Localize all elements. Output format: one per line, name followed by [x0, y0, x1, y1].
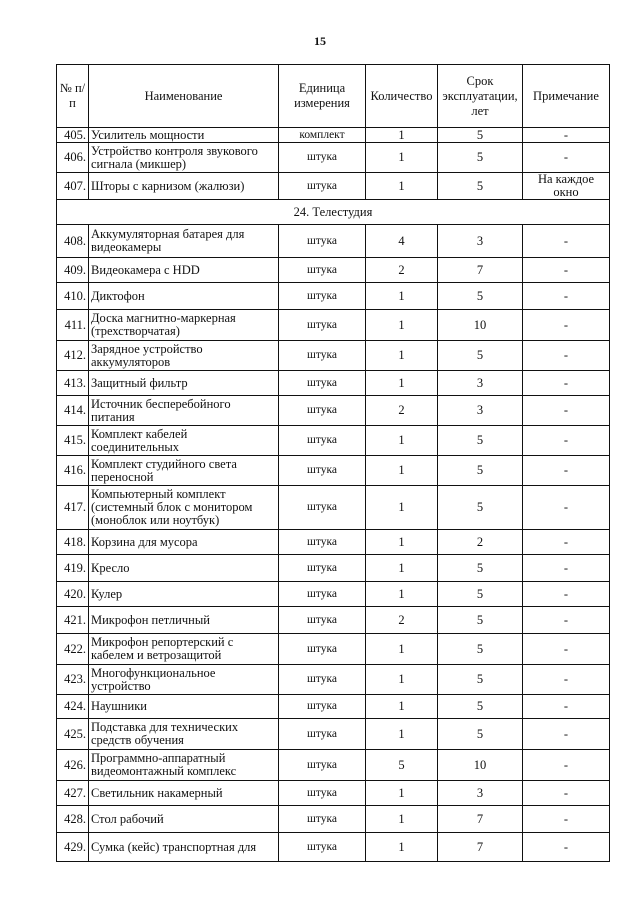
item-name: Усилитель мощности — [89, 128, 279, 143]
service-life-cell: 3 — [438, 396, 523, 426]
row-number: 421. — [57, 607, 89, 634]
table-row — [57, 173, 610, 200]
note-cell: - — [523, 310, 610, 341]
item-name: Зарядное устройство аккумуляторов — [89, 341, 279, 371]
item-name: Комплект кабелей соединительных — [89, 426, 279, 456]
note-cell: На каждое окно — [523, 173, 610, 200]
quantity-cell: 1 — [366, 426, 438, 456]
item-name: Подставка для технических средств обучения — [89, 719, 279, 750]
service-life-cell: 5 — [438, 143, 523, 173]
unit-cell: штука — [279, 341, 366, 371]
table-row — [57, 283, 610, 310]
row-number: 407. — [57, 173, 89, 200]
table-row — [57, 128, 610, 143]
service-life-cell: 5 — [438, 128, 523, 143]
note-cell: - — [523, 530, 610, 555]
item-name: Комплект студийного света переносной — [89, 456, 279, 486]
quantity-cell: 1 — [366, 283, 438, 310]
service-life-cell: 5 — [438, 607, 523, 634]
unit-cell: штука — [279, 582, 366, 607]
item-name: Защитный фильтр — [89, 371, 279, 396]
service-life-cell: 3 — [438, 781, 523, 806]
row-number: 425. — [57, 719, 89, 750]
service-life-cell: 7 — [438, 258, 523, 283]
service-life-cell: 5 — [438, 695, 523, 719]
table-row — [57, 665, 610, 695]
service-life-cell: 5 — [438, 719, 523, 750]
row-number: 410. — [57, 283, 89, 310]
note-cell: - — [523, 128, 610, 143]
service-life-cell: 5 — [438, 283, 523, 310]
service-life-cell: 5 — [438, 426, 523, 456]
unit-cell: штука — [279, 607, 366, 634]
table-row — [57, 225, 610, 258]
row-number: 420. — [57, 582, 89, 607]
row-number: 428. — [57, 806, 89, 833]
row-number: 415. — [57, 426, 89, 456]
header-num: № п/п — [57, 65, 89, 128]
item-name: Микрофон репортерский с кабелем и ветрозащитой — [89, 634, 279, 665]
note-cell: - — [523, 283, 610, 310]
quantity-cell: 2 — [366, 607, 438, 634]
quantity-cell: 1 — [366, 665, 438, 695]
row-number: 413. — [57, 371, 89, 396]
table-row — [57, 719, 610, 750]
quantity-cell: 1 — [366, 719, 438, 750]
service-life-cell: 3 — [438, 371, 523, 396]
unit-cell: штука — [279, 371, 366, 396]
table-row — [57, 806, 610, 833]
item-name: Видеокамера с HDD — [89, 258, 279, 283]
quantity-cell: 1 — [366, 456, 438, 486]
quantity-cell: 1 — [366, 695, 438, 719]
service-life-cell: 3 — [438, 225, 523, 258]
unit-cell: штука — [279, 456, 366, 486]
unit-cell: штука — [279, 225, 366, 258]
unit-cell: штука — [279, 486, 366, 530]
item-name: Корзина для мусора — [89, 530, 279, 555]
row-number: 426. — [57, 750, 89, 781]
service-life-cell: 7 — [438, 833, 523, 862]
section-title: 24. Телестудия — [57, 200, 610, 225]
unit-cell: штука — [279, 750, 366, 781]
table-row — [57, 456, 610, 486]
service-life-cell: 5 — [438, 665, 523, 695]
service-life-cell: 10 — [438, 750, 523, 781]
table-row — [57, 607, 610, 634]
item-name: Шторы с карнизом (жалюзи) — [89, 173, 279, 200]
table-row — [57, 486, 610, 530]
quantity-cell: 4 — [366, 225, 438, 258]
unit-cell: штука — [279, 143, 366, 173]
unit-cell: штука — [279, 258, 366, 283]
item-name: Светильник накамерный — [89, 781, 279, 806]
quantity-cell: 1 — [366, 555, 438, 582]
quantity-cell: 1 — [366, 806, 438, 833]
table-row — [57, 258, 610, 283]
item-name: Микрофон петличный — [89, 607, 279, 634]
row-number: 427. — [57, 781, 89, 806]
unit-cell: комплект — [279, 128, 366, 143]
item-name: Аккумуляторная батарея для видеокамеры — [89, 225, 279, 258]
quantity-cell: 1 — [366, 781, 438, 806]
item-name: Диктофон — [89, 283, 279, 310]
item-name: Компьютерный комплект (системный блок с монитором (моноблок или ноутбук) — [89, 486, 279, 530]
quantity-cell: 1 — [366, 833, 438, 862]
item-name: Кресло — [89, 555, 279, 582]
table-row — [57, 695, 610, 719]
table-row — [57, 371, 610, 396]
row-number: 429. — [57, 833, 89, 862]
header-qty: Количество — [366, 65, 438, 128]
table-row — [57, 426, 610, 456]
service-life-cell: 5 — [438, 173, 523, 200]
note-cell: - — [523, 750, 610, 781]
table-row — [57, 341, 610, 371]
unit-cell: штука — [279, 283, 366, 310]
note-cell: - — [523, 695, 610, 719]
note-cell: - — [523, 665, 610, 695]
table-body-lower — [57, 225, 610, 862]
table-row — [57, 582, 610, 607]
note-cell: - — [523, 582, 610, 607]
unit-cell: штука — [279, 555, 366, 582]
row-number: 423. — [57, 665, 89, 695]
quantity-cell: 2 — [366, 258, 438, 283]
item-name: Наушники — [89, 695, 279, 719]
section-row — [57, 200, 610, 225]
note-cell: - — [523, 225, 610, 258]
unit-cell: штука — [279, 806, 366, 833]
section-body — [57, 200, 610, 225]
quantity-cell: 5 — [366, 750, 438, 781]
table-row — [57, 833, 610, 862]
note-cell: - — [523, 719, 610, 750]
item-name: Доска магнитно-маркерная (трехстворчатая) — [89, 310, 279, 341]
service-life-cell: 10 — [438, 310, 523, 341]
unit-cell: штука — [279, 719, 366, 750]
service-life-cell: 5 — [438, 486, 523, 530]
row-number: 409. — [57, 258, 89, 283]
unit-cell: штука — [279, 310, 366, 341]
quantity-cell: 1 — [366, 634, 438, 665]
note-cell: - — [523, 806, 610, 833]
unit-cell: штука — [279, 695, 366, 719]
page-number: 15 — [314, 34, 326, 48]
quantity-cell: 1 — [366, 582, 438, 607]
row-number: 416. — [57, 456, 89, 486]
item-name: Источник бесперебойного питания — [89, 396, 279, 426]
row-number: 418. — [57, 530, 89, 555]
note-cell: - — [523, 555, 610, 582]
unit-cell: штука — [279, 396, 366, 426]
note-cell: - — [523, 143, 610, 173]
item-name: Кулер — [89, 582, 279, 607]
note-cell: - — [523, 371, 610, 396]
table-row — [57, 143, 610, 173]
table-row — [57, 310, 610, 341]
quantity-cell: 1 — [366, 530, 438, 555]
item-name: Многофункциональное устройство — [89, 665, 279, 695]
service-life-cell: 5 — [438, 456, 523, 486]
item-name: Сумка (кейс) транспортная для — [89, 833, 279, 862]
service-life-cell: 5 — [438, 634, 523, 665]
row-number: 405. — [57, 128, 89, 143]
note-cell: - — [523, 781, 610, 806]
item-name: Устройство контроля звукового сигнала (микшер) — [89, 143, 279, 173]
quantity-cell: 1 — [366, 341, 438, 371]
service-life-cell: 2 — [438, 530, 523, 555]
unit-cell: штука — [279, 530, 366, 555]
header-term: Срок эксплуатации, лет — [438, 65, 523, 128]
unit-cell: штука — [279, 665, 366, 695]
row-number: 422. — [57, 634, 89, 665]
item-name: Программно-аппаратный видеомонтажный комплекс — [89, 750, 279, 781]
row-number: 414. — [57, 396, 89, 426]
header-name: Наименование — [89, 65, 279, 128]
quantity-cell: 1 — [366, 310, 438, 341]
note-cell: - — [523, 486, 610, 530]
unit-cell: штука — [279, 781, 366, 806]
item-name: Стол рабочий — [89, 806, 279, 833]
quantity-cell: 1 — [366, 143, 438, 173]
table-row — [57, 530, 610, 555]
unit-cell: штука — [279, 634, 366, 665]
row-number: 417. — [57, 486, 89, 530]
service-life-cell: 7 — [438, 806, 523, 833]
header-unit: Единица измерения — [279, 65, 366, 128]
quantity-cell: 2 — [366, 396, 438, 426]
note-cell: - — [523, 426, 610, 456]
note-cell: - — [523, 833, 610, 862]
row-number: 412. — [57, 341, 89, 371]
unit-cell: штука — [279, 426, 366, 456]
table-row — [57, 781, 610, 806]
row-number: 419. — [57, 555, 89, 582]
table-row — [57, 555, 610, 582]
note-cell: - — [523, 258, 610, 283]
table-row — [57, 634, 610, 665]
header-row — [57, 65, 610, 128]
table-body-upper — [57, 128, 610, 200]
service-life-cell: 5 — [438, 582, 523, 607]
table-row — [57, 396, 610, 426]
note-cell: - — [523, 341, 610, 371]
note-cell: - — [523, 634, 610, 665]
header-note: Примечание — [523, 65, 610, 128]
quantity-cell: 1 — [366, 173, 438, 200]
note-cell: - — [523, 607, 610, 634]
quantity-cell: 1 — [366, 128, 438, 143]
unit-cell: штука — [279, 833, 366, 862]
service-life-cell: 5 — [438, 555, 523, 582]
unit-cell: штука — [279, 173, 366, 200]
quantity-cell: 1 — [366, 371, 438, 396]
row-number: 408. — [57, 225, 89, 258]
service-life-cell: 5 — [438, 341, 523, 371]
quantity-cell: 1 — [366, 486, 438, 530]
row-number: 411. — [57, 310, 89, 341]
note-cell: - — [523, 456, 610, 486]
note-cell: - — [523, 396, 610, 426]
equipment-table — [56, 64, 610, 862]
table-row — [57, 750, 610, 781]
row-number: 406. — [57, 143, 89, 173]
row-number: 424. — [57, 695, 89, 719]
